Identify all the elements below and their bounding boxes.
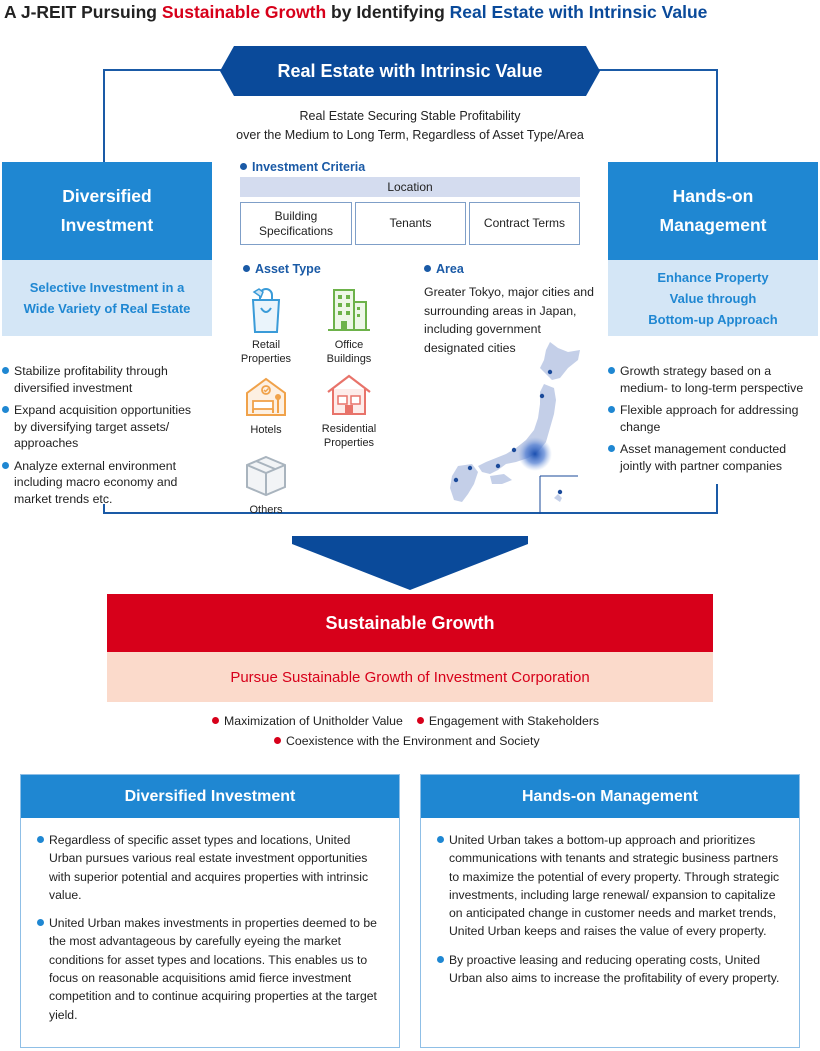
right-bullets (608, 363, 818, 480)
subtitle (160, 107, 660, 145)
growth-item: Coexistence with the Environment and Society (274, 734, 540, 748)
asset-hotels-label: Hotels (250, 424, 282, 436)
down-arrow-icon (292, 536, 528, 590)
asset-residential-line2: Properties (323, 437, 375, 449)
left-head-line2: Investment (60, 215, 154, 235)
left-head-line1: Diversified (62, 186, 152, 206)
asset-office-line1: Office (334, 339, 364, 351)
box-bullet: Regardless of specific asset types and locations, United Urban pursues various real estate investment opportunities with superior potential and acquires properties with intrinsic value. (37, 831, 382, 904)
asset-retail-line2: Properties (240, 353, 292, 365)
asset-hotels (226, 375, 306, 437)
asset-others-label: Others (249, 504, 283, 516)
area-text: Greater Tokyo, major cities and surrounding areas in Japan, including government designated cities (424, 285, 594, 355)
criteria-building-line2: Specifications (258, 223, 334, 238)
location-bar: Location (240, 177, 580, 197)
asset-retail (226, 286, 306, 366)
hotel-bed-icon (243, 375, 289, 419)
title-text: A J-REIT Pursuing (4, 2, 162, 22)
left-bullet: Analyze external environment including macro economy and market trends etc. (2, 458, 207, 508)
criteria-building-line1: Building (274, 208, 318, 223)
asset-residential (309, 372, 389, 450)
criteria-contract: Contract Terms (469, 202, 580, 245)
left-bullet: Stabilize profitability through diversified investment (2, 363, 207, 396)
asset-office (309, 286, 389, 366)
box-head: Diversified Investment (21, 775, 399, 818)
right-bullet: Asset management conducted jointly with partner companies (608, 441, 818, 474)
box-head: Hands-on Management (421, 775, 799, 818)
office-building-icon (326, 286, 372, 334)
criteria-title: Investment Criteria (240, 160, 365, 174)
left-sub-line2: Wide Variety of Real Estate (23, 301, 191, 316)
criteria-building (240, 202, 352, 245)
left-head (2, 162, 212, 260)
growth-items-row2 (274, 734, 540, 748)
right-head-line1: Hands-on (672, 186, 754, 206)
hands-on-management-box (420, 774, 800, 1048)
asset-office-line2: Buildings (326, 353, 372, 365)
right-sub (608, 260, 818, 336)
criteria-tenants: Tenants (355, 202, 466, 245)
house-icon (324, 372, 374, 418)
title-text-mid: by Identifying (326, 2, 450, 22)
box-bullets (437, 831, 782, 997)
subtitle-line1: Real Estate Securing Stable Profitability (299, 109, 521, 123)
frame-line-left (103, 69, 105, 162)
box-bullet: United Urban takes a bottom-up approach and prioritizes communications with tenants and strategic business partners to maximize the potential of every property. Through strategic investments, including large renewal/ expansion to capitalize on anticipated change in customer needs and market trends, United Urban keeps and raises the value of every property. (437, 831, 782, 941)
left-bullet: Expand acquisition opportunities by diversifying target assets/ approaches (2, 402, 207, 452)
area-title: Area (424, 262, 464, 276)
banner-label: Real Estate with Intrinsic Value (277, 60, 543, 81)
right-bullet: Flexible approach for addressing change (608, 402, 818, 435)
box-icon (243, 453, 289, 499)
right-sub-line3: Bottom-up Approach (648, 311, 778, 327)
right-head (608, 162, 818, 260)
title-highlight-red: Sustainable Growth (161, 2, 327, 22)
box-bullet: By proactive leasing and reducing operating costs, United Urban also aims to increase the profitability of every property. (437, 951, 782, 988)
asset-others (226, 453, 306, 517)
shopping-bag-icon (246, 286, 286, 334)
right-sub-line2: Value through (669, 290, 757, 306)
title-highlight-blue: Real Estate with Intrinsic Value (449, 2, 708, 22)
box-bullet: United Urban makes investments in properties deemed to be the most advantageous by carefully eyeing the market conditions for asset types and locations. This enables us to focus on reasonable acquisitions amid fierce investment competition and to continue acquiring properties at the target yield. (37, 914, 382, 1024)
frame-line-right (716, 69, 718, 162)
right-sub-line1: Enhance Property (657, 269, 769, 285)
page-title (4, 2, 707, 23)
growth-head: Sustainable Growth (107, 594, 713, 652)
frame-line-top-left (103, 69, 225, 71)
growth-item: Maximization of Unitholder Value (212, 714, 403, 728)
left-sub-line1: Selective Investment in a (29, 280, 185, 295)
frame-line-top-right (596, 69, 718, 71)
growth-sub: Pursue Sustainable Growth of Investment Corporation (107, 652, 713, 702)
left-bullets (2, 363, 207, 513)
growth-item: Engagement with Stakeholders (417, 714, 599, 728)
right-head-line2: Management (659, 215, 767, 235)
asset-residential-line1: Residential (321, 423, 377, 435)
left-sub (2, 260, 212, 336)
japan-map-icon (432, 338, 592, 516)
right-bullet: Growth strategy based on a medium- to long-term perspective (608, 363, 818, 396)
frame-line-bottom-right (716, 484, 718, 514)
subtitle-line2: over the Medium to Long Term, Regardless of Asset Type/Area (236, 128, 584, 142)
diversified-investment-box (20, 774, 400, 1048)
asset-type-title: Asset Type (243, 262, 321, 276)
asset-retail-line1: Retail (251, 339, 281, 351)
growth-items-row1 (212, 714, 599, 728)
box-bullets (37, 831, 382, 1034)
